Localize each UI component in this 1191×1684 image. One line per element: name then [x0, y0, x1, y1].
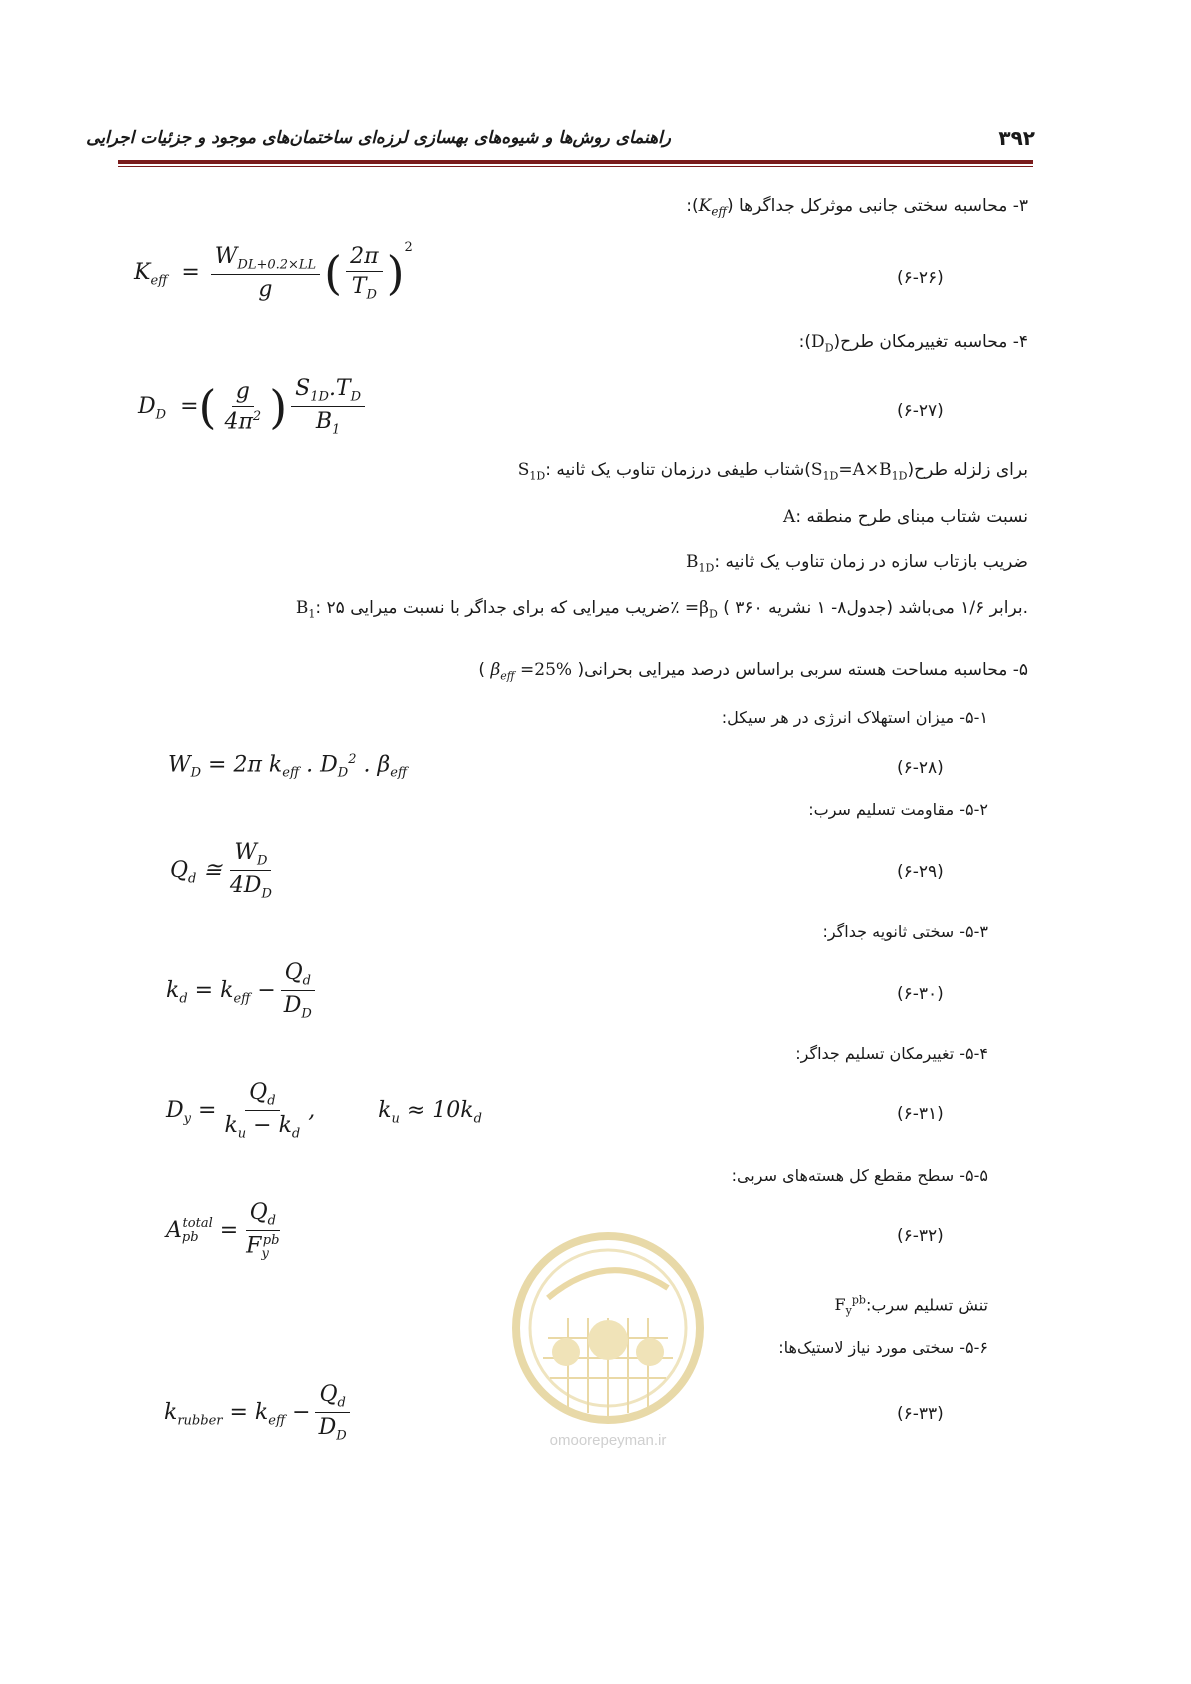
equation-dd: $D_D$ =( $\frac{g}{4\pi^2}$ ) $\frac{S_{1D}.T_D}{B_1}$: [138, 376, 369, 438]
equation-number-31: (۶-۳۱): [897, 1104, 944, 1124]
equation-keff: $K_{eff}$ = $\frac{W_{DL+0.2\times LL}}{g}$ ( $\frac{2\pi}{T_D}$ )$^2$: [134, 240, 413, 303]
definition-a: A: نسبت شتاب مبنای طرح منطقه: [783, 507, 1028, 527]
running-header-title: راهنمای روش‌ها و شیوه‌های بهسازی لرزه‌ای ساختمان‌های موجود و جزئیات اجرایی: [86, 128, 671, 148]
equation-number-30: (۶-۳۰): [897, 984, 944, 1004]
equation-number-33: (۶-۳۳): [897, 1404, 944, 1424]
section-3-heading: ۳- محاسبه سختی جانبی موثرکل جداگرها $(K_{eff})$:: [686, 196, 1028, 219]
header-rule-thick: [118, 160, 1033, 164]
equation-number-32: (۶-۳۲): [897, 1226, 944, 1246]
equation-qd: $Q_d$ ≅ $\frac{W_D}{4D_D}$: [170, 840, 272, 902]
watermark-logo: [488, 1228, 728, 1488]
watermark-seal-icon: [488, 1228, 728, 1428]
section-4-heading: ۴- محاسبه تغییرمکان $طرح(D_D)$:: [798, 332, 1028, 355]
equation-dy: $D_y$ = $\frac{Q_d}{k_u - k_d}$ , $k_u \approx 10k_d$: [166, 1080, 482, 1142]
section-5-6-heading: ۵-۶- سختی مورد نیاز لاستیک‌ها:: [778, 1338, 988, 1357]
equation-kd: $k_d = k_{eff}$ − $\frac{Q_d}{D_D}$: [166, 960, 320, 1022]
header-rule-thin: [118, 166, 1033, 167]
equation-number-27: (۶-۲۷): [897, 401, 944, 421]
section-5-3-heading: ۵-۳- سختی ثانویه جداگر:: [822, 922, 988, 941]
page-number: ۳۹۲: [998, 126, 1035, 150]
equation-number-28: (۶-۲۸): [897, 758, 944, 778]
section-5-2-heading: ۵-۲- مقاومت تسلیم سرب:: [808, 800, 988, 819]
section-5-1-heading: ۵-۱- میزان استهلاک انرژی در هر سیکل:: [721, 708, 988, 727]
equation-wd: $W_D = 2\pi$ $k_{eff}$ . $D_D^2$ . $\beta_{eff}$: [168, 752, 408, 781]
watermark-site: omoorepeyman.ir: [549, 1432, 667, 1449]
definition-fy: $F_y^{pb}:تنش$ تسلیم سرب: [834, 1294, 988, 1318]
section-5-5-heading: ۵-۵- سطح مقطع کل هسته‌های سربی:: [731, 1166, 988, 1185]
equation-number-26: (۶-۲۶): [897, 268, 944, 288]
definition-s1d: $S_{1D}$: شتاب طیفی درزمان تناوب یک $ثانیه(S_{1D}=A\times B_{1D})برای$ زلزله طرح: [517, 460, 1028, 483]
equation-krubber: $k_{rubber} = k_{eff}$ − $\frac{Q_d}{D_D}$: [164, 1382, 355, 1444]
section-5-4-heading: ۵-۴- تغییرمکان تسلیم جداگر:: [795, 1044, 988, 1063]
definition-b1d: $B_{1D}$: ضریب بازتاب سازه در زمان تناوب یک ثانیه: [686, 552, 1028, 575]
section-5-heading: ۵- محاسبه مساحت هسته سربی براساس درصد میرایی بحرانی( $\beta_{eff} =25\%$ ): [478, 660, 1028, 683]
definition-b1: $B_1$: ضریب میرایی که برای جداگر با نسبت میرایی ۲۵٪ $=\beta_D$ برابر ۱/۶ می‌باشد (جدول۸- ۱ نشریه ۳۶۰ ).: [295, 598, 1028, 621]
equation-number-29: (۶-۲۹): [897, 862, 944, 882]
equation-apb: $A_{pb}^{total}$ = $\frac{Q_d}{F_y^{pb}}$: [166, 1200, 280, 1263]
